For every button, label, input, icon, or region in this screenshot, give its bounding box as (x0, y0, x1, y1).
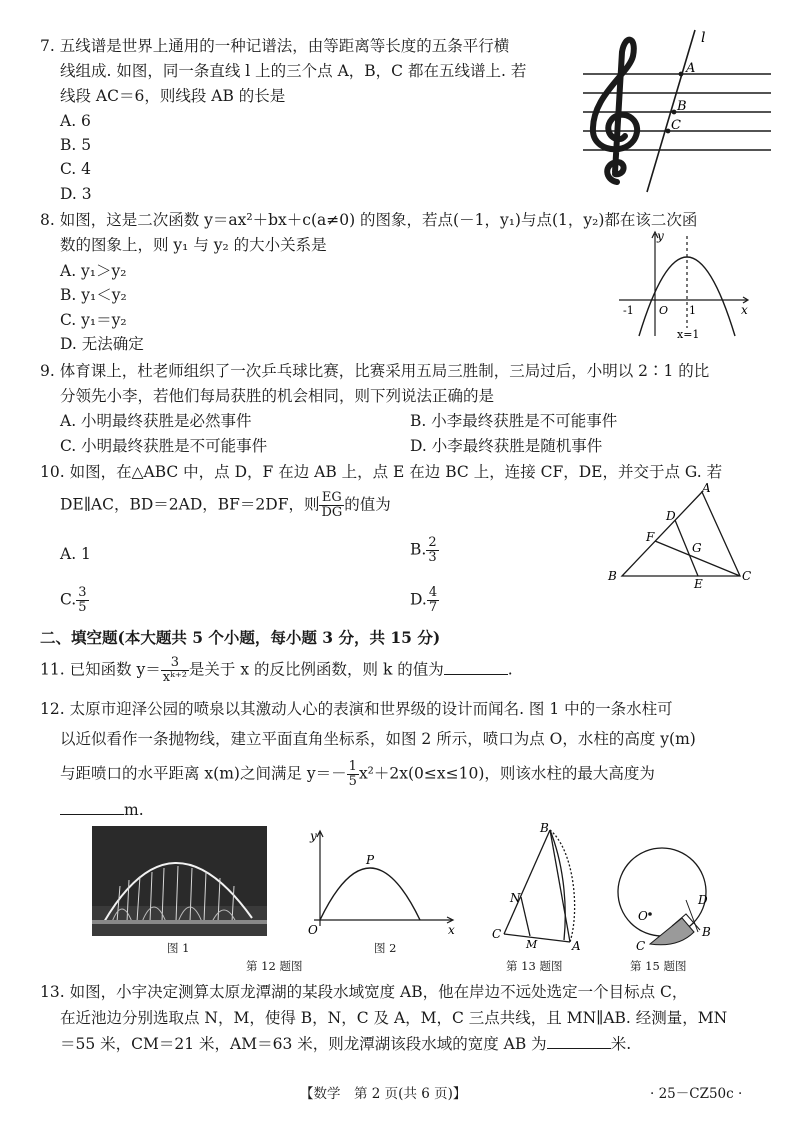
fig2-parabola-graph (300, 826, 465, 936)
vertex-b: B (608, 569, 617, 583)
q10-option-c-den: 5 (78, 600, 87, 615)
q11-text: 11. 已知函数 y＝ (40, 660, 161, 679)
q9-option-d: D. 小李最终获胜是随机事件 (410, 437, 603, 455)
fig1-fountain-photo (92, 826, 267, 936)
q9-option-c: C. 小明最终获胜是不可能事件 (60, 437, 268, 455)
q11-line (40, 656, 513, 685)
label-b: B (677, 99, 687, 114)
q12-frac-num: 1 (348, 759, 357, 774)
caption-fig2: 图 2 (374, 941, 397, 955)
caption-q15: 第 15 题图 (630, 959, 687, 973)
q15-point-b: B (702, 925, 711, 939)
q7-staff-figure (575, 22, 775, 197)
q13-point-b: B (540, 821, 549, 835)
page-footer-code: · 25－CZ50c · (650, 1086, 743, 1102)
q10-option-c (60, 586, 89, 615)
q13-line2: 在近池边分别选取点 N，M，使得 B，N，C 及 A，M，C 三点共线，且 MN∥AB. 经测量，MN (60, 1009, 728, 1027)
line-l (647, 30, 695, 192)
q12-line1: 12. 太原市迎泽公园的喷泉以其激动人心的表演和世界级的设计而闻名. 图 1 中的一条水柱可 (40, 700, 673, 718)
tick-1: 1 (689, 304, 696, 317)
q15-center-o: O (638, 909, 648, 923)
q15-circle-figure (612, 842, 718, 952)
q12-line4 (60, 800, 144, 820)
tick-neg1: -1 (623, 304, 634, 317)
q13-line3 (60, 1034, 631, 1054)
q11-fraction (161, 656, 189, 685)
q12-fraction (347, 760, 359, 789)
axis-x-label: x (741, 303, 748, 317)
point-d: D (666, 509, 676, 523)
q7-line3: 线段 AC＝6，则线段 AB 的长是 (60, 87, 286, 105)
q12-frac-den: 5 (348, 774, 357, 789)
q10-option-b (410, 536, 439, 565)
section-fill-in-blank-heading: 二、填空题(本大题共 5 个小题，每小题 3 分，共 15 分) (40, 628, 441, 647)
q8-option-d: D. 无法确定 (60, 335, 144, 353)
q7-option-c: C. 4 (60, 160, 92, 178)
fig2-origin-label: O (308, 923, 318, 936)
q8-option-c: C. y₁＝y₂ (60, 311, 127, 329)
q10-option-d-num: 4 (428, 585, 438, 600)
q13-line1: 13. 如图，小宇决定测算太原龙潭湖的某段水域宽度 AB，他在岸边不远处选定一个目标点 C， (40, 983, 688, 1001)
q9-option-a: A. 小明最终获胜是必然事件 (60, 412, 252, 430)
point-g: G (692, 541, 702, 555)
q10-option-a: A. 1 (60, 545, 91, 563)
q7-line2: 线组成. 如图，同一条直线 l 上的三个点 A，B，C 都在五线谱上. 若 (60, 62, 527, 80)
fig2-y-label: y (310, 829, 317, 843)
caption-fig1: 图 1 (167, 941, 190, 955)
axis-y-label: y (657, 229, 664, 243)
q10-line2-text: DE∥AC，BD＝2AD，BF＝2DF，则 (60, 495, 320, 514)
q10-option-b-letter: B. (410, 540, 427, 559)
q8-option-a: A. y₁＞y₂ (60, 262, 127, 280)
ratio-numerator: EG (319, 491, 344, 506)
q7-option-d: D. 3 (60, 185, 92, 203)
q7-option-b: B. 5 (60, 136, 92, 154)
q15-point-c: C (636, 939, 646, 952)
label-c: C (671, 118, 681, 133)
ratio-denominator: DG (321, 505, 343, 520)
q12-answer-blank (60, 800, 124, 815)
page-footer-center: 【数学 第 2 页(共 6 页)】 (300, 1086, 467, 1102)
q8-parabola-figure (615, 228, 755, 340)
q13-point-m: M (526, 938, 538, 951)
q7-line1: 7. 五线谱是世界上通用的一种记谱法，由等距离等长度的五条平行横 (40, 37, 510, 55)
caption-q12: 第 12 题图 (246, 959, 303, 973)
q13-point-c: C (492, 927, 502, 941)
q9-line1: 9. 体育课上，杜老师组织了一次乒乓球比赛，比赛采用五局三胜制，三局过后，小明以 2∶1 的比 (40, 362, 710, 380)
label-a: A (686, 61, 696, 76)
treble-clef-icon (593, 40, 637, 182)
q13-unit: 米. (610, 1035, 632, 1053)
q11-denominator: xᵏ⁺² (162, 670, 187, 685)
q12-line3 (60, 760, 655, 789)
vertex-c: C (742, 569, 752, 583)
q10-option-d-letter: D. (410, 590, 427, 609)
q11-text-2: 是关于 x 的反比例函数，则 k 的值为 (188, 660, 444, 679)
q10-line1: 10. 如图，在△ABC 中，点 D，F 在边 AB 上，点 E 在边 BC 上，连接 CF，DE，并交于点 G. 若 (40, 463, 723, 481)
q13-line3-text: ＝55 米，CM＝21 米，AM＝63 米，则龙潭湖该段水域的宽度 AB 为 (60, 1035, 547, 1053)
q10-option-b-num: 2 (428, 535, 437, 550)
q13-lake-figure (484, 820, 594, 952)
fig2-x-label: x (448, 923, 455, 936)
q13-point-a: A (572, 939, 581, 952)
q10-option-b-den: 3 (428, 550, 437, 565)
q10-line2 (60, 491, 391, 520)
caption-q13: 第 13 题图 (506, 959, 563, 973)
point-f: F (646, 530, 655, 544)
q10-option-c-num: 3 (78, 585, 87, 600)
q13-answer-blank (547, 1034, 611, 1049)
origin-label: O (659, 304, 669, 317)
q12-line3-text: 与距喷口的水平距离 x(m)之间满足 y＝－ (60, 764, 347, 783)
q13-point-n: N (510, 891, 521, 905)
fig2-point-p: P (366, 853, 375, 867)
q10-option-c-letter: C. (60, 590, 77, 609)
q8-option-b: B. y₁＜y₂ (60, 286, 127, 304)
q10-option-d (410, 586, 439, 615)
q15-point-d: D (698, 893, 708, 907)
q12-unit: m. (124, 801, 144, 819)
q7-option-a: A. 6 (60, 112, 91, 130)
q9-line2: 分领先小李，若他们每局获胜的机会相同，则下列说法正确的是 (60, 387, 495, 405)
q11-answer-blank (444, 660, 508, 675)
q10-option-d-den: 7 (428, 600, 438, 615)
point-e: E (694, 577, 703, 590)
q11-numerator: 3 (161, 656, 189, 671)
vertex-a: A (702, 481, 711, 495)
q10-triangle-figure (606, 480, 766, 590)
q9-option-b: B. 小李最终获胜是不可能事件 (410, 412, 618, 430)
q11-end: . (507, 660, 513, 679)
q8-line2: 数的图象上，则 y₁ 与 y₂ 的大小关系是 (60, 236, 327, 254)
q10-ratio-fraction (319, 491, 344, 520)
label-l: l (701, 30, 706, 46)
q8-line1: 8. 如图，这是二次函数 y＝ax²＋bx＋c(a≠0) 的图象，若点(－1，y₁)与点(1，y₂)都在该二次函 (40, 211, 698, 229)
axis-of-symmetry-label: x=1 (677, 328, 700, 340)
q10-line2-end: 的值为 (344, 495, 391, 514)
q12-line2: 以近似看作一条抛物线，建立平面直角坐标系，如图 2 所示，喷口为点 O，水柱的高度 y(m) (60, 730, 696, 748)
q12-line3-end: x²＋2x(0≤x≤10)，则该水柱的最大高度为 (358, 764, 655, 783)
